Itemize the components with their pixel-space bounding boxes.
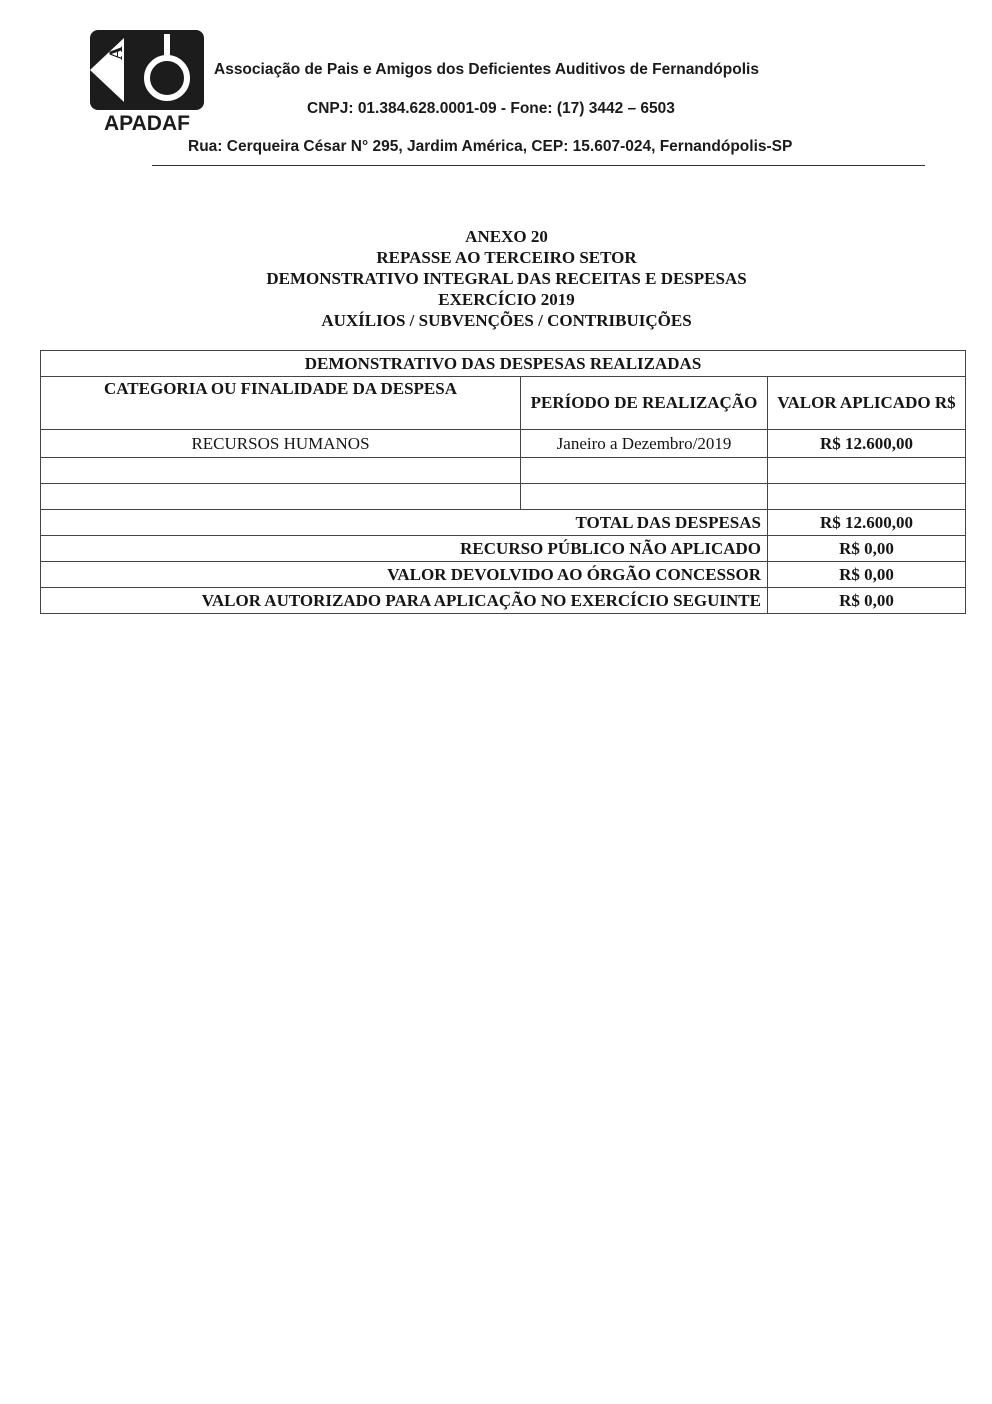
summary-returned-label: VALOR DEVOLVIDO AO ÓRGÃO CONCESSOR (41, 562, 768, 588)
logo-wordmark: APADAF (104, 112, 190, 133)
row-category: RECURSOS HUMANOS (41, 430, 521, 458)
apadaf-logo-mark (88, 30, 206, 133)
summary-row (41, 510, 966, 536)
summary-unapplied-value: R$ 0,00 (768, 536, 966, 562)
summary-returned-value: R$ 0,00 (768, 562, 966, 588)
document-titles (0, 226, 992, 331)
title-statement: DEMONSTRATIVO INTEGRAL DAS RECEITAS E DESPESAS (266, 269, 747, 288)
title-fiscal-year: EXERCÍCIO 2019 (438, 290, 575, 309)
expense-table (40, 350, 966, 614)
row-value: R$ 12.600,00 (768, 430, 966, 458)
organization-address: Rua: Cerqueira César N° 295, Jardim América, CEP: 15.607-024, Fernandópolis-SP (188, 138, 793, 155)
summary-row (41, 536, 966, 562)
header-category: CATEGORIA OU FINALIDADE DA DESPESA (41, 377, 521, 430)
title-annex: ANEXO 20 (465, 227, 548, 246)
summary-total-value: R$ 12.600,00 (768, 510, 966, 536)
summary-row (41, 562, 966, 588)
row-category (41, 484, 521, 510)
table-row (41, 484, 966, 510)
title-aid-types: AUXÍLIOS / SUBVENÇÕES / CONTRIBUIÇÕES (321, 311, 692, 330)
summary-total-label: TOTAL DAS DESPESAS (41, 510, 768, 536)
table-caption: DEMONSTRATIVO DAS DESPESAS REALIZADAS (41, 351, 966, 377)
table-row (41, 430, 966, 458)
row-category (41, 458, 521, 484)
summary-unapplied-label: RECURSO PÚBLICO NÃO APLICADO (41, 536, 768, 562)
row-period: Janeiro a Dezembro/2019 (521, 430, 768, 458)
row-period (521, 458, 768, 484)
header-period: PERÍODO DE REALIZAÇÃO (521, 377, 768, 430)
table-row (41, 458, 966, 484)
organization-cnpj-phone: CNPJ: 01.384.628.0001-09 - Fone: (17) 3442 – 6503 (307, 100, 675, 117)
row-period (521, 484, 768, 510)
row-value (768, 458, 966, 484)
summary-row (41, 588, 966, 614)
title-transfer: REPASSE AO TERCEIRO SETOR (376, 248, 637, 267)
header-value: VALOR APLICADO R$ (768, 377, 966, 430)
organization-name: Associação de Pais e Amigos dos Deficientes Auditivos de Fernandópolis (214, 61, 759, 78)
header-divider (152, 165, 925, 166)
row-value (768, 484, 966, 510)
logo-letter-a: A (106, 46, 127, 60)
summary-authorized-label: VALOR AUTORIZADO PARA APLICAÇÃO NO EXERCÍCIO SEGUINTE (41, 588, 768, 614)
summary-authorized-value: R$ 0,00 (768, 588, 966, 614)
apadaf-logo (88, 30, 206, 133)
